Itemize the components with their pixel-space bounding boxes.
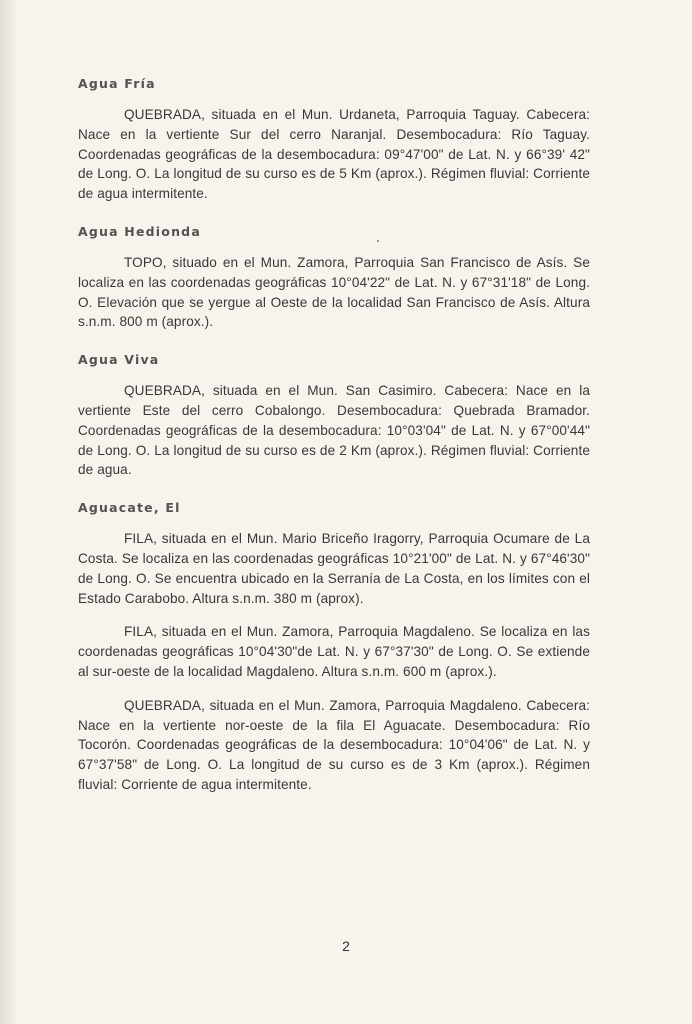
entry-title: Agua Fría: [78, 76, 156, 91]
entry-aguacate-el: [78, 494, 590, 795]
entry-agua-fria: [78, 70, 590, 204]
entry-agua-hedionda: [78, 218, 590, 332]
entry-title: Aguacate, El: [78, 500, 181, 516]
entry-agua-viva: [78, 346, 590, 480]
document-page: [78, 70, 590, 809]
entry-title: Agua Hedionda: [78, 223, 201, 239]
entry-paragraph: TOPO, situado en el Mun. Zamora, Parroquia San Francisco de Asís. Se localiza en las coordenadas geográficas 10°04'22" de Lat. N. y 67°31'18" de Long. O. Elevación que se yergue al Oeste de la localidad San Francisco de Asís. Altura s.n.m. 800 m (aprox.).: [78, 254, 590, 330]
entry-paragraph: FILA, situada en el Mun. Zamora, Parroquia Magdaleno. Se localiza en las coordenadas geográficas 10°04'30"de Lat. N. y 67°37'30" de Long. O. Se extiende al sur-oeste de la localidad Magdaleno. Altura s.n.m. 600 m (aprox.).: [78, 624, 590, 679]
entry-title: Agua Viva: [78, 352, 160, 368]
page-number: 2: [342, 938, 350, 954]
page-edge-shadow: [0, 0, 18, 1024]
entry-paragraph: QUEBRADA, situada en el Mun. San Casimiro. Cabecera: Nace en la vertiente Este del cerro Cobalongo. Desembocadura: Quebrada Bramador. Coordenadas geográficas de la desembocadura: 10°03'04" de Lat. N. y 67°00'44" de Long. O. La longitud de su curso es de 2 Km (aprox.). Régimen fluvial: Corriente de agua.: [78, 383, 590, 478]
entry-paragraph: QUEBRADA, situada en el Mun. Zamora, Parroquia Magdaleno. Cabecera: Nace en la vertiente nor-oeste de la fila El Aguacate. Desembocadura: Río Tocorón. Coordenadas geográficas de la desembocadura: 10°04'06" de Lat. N. y 67°37'58" de Long. O. La longitud de su curso es de 3 Km (aprox.). Régimen fluvial: Corriente de agua intermitente.: [78, 697, 590, 792]
entry-paragraph: FILA, situada en el Mun. Mario Briceño Iragorry, Parroquia Ocumare de La Costa. Se localiza en las coordenadas geográficas 10°21'00" de Lat. N. y 67°46'30" de Long. O. Se encuentra ubicado en la Serranía de La Costa, en los límites con el Estado Carabobo. Altura s.n.m. 380 m (aprox).: [78, 531, 590, 606]
entry-paragraph: QUEBRADA, situada en el Mun. Urdaneta, Parroquia Taguay. Cabecera: Nace en la vertiente Sur del cerro Naranjal. Desembocadura: Río Taguay. Coordenadas geográficas de la desembocadura: 09°47'00" de Lat. N. y 66°39' 42" de Long. O. La longitud de su curso es de 5 Km (aprox.). Régimen fluvial: Corriente de agua intermitente.: [78, 107, 590, 202]
